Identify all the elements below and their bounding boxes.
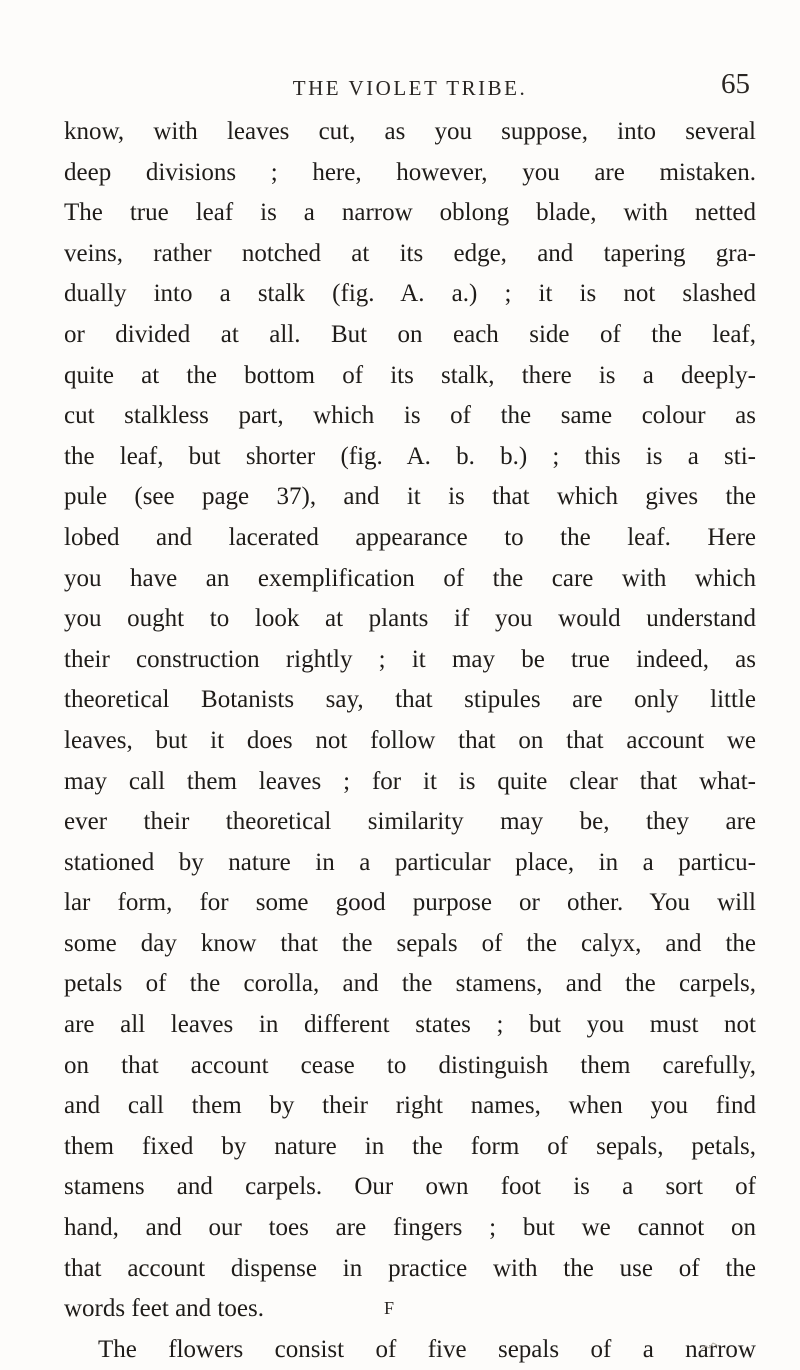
text-line-16: leaves, but it does not follow that on that account we [64,726,756,754]
text-line-31: The flowers consist of five sepals of a narrow [98,1335,756,1363]
text-line-5: dually into a stalk (fig. A. a.) ; it is not slashed [64,280,756,308]
signature-mark: F [384,1298,395,1318]
text-line-10: pule (see page 37), and it is that which gives the [64,483,756,511]
text-line-21: some day know that the sepals of the calyx, and the [64,929,756,957]
text-line-2: deep divisions ; here, however, you are mistaken. [64,158,756,186]
running-title: THE VIOLET TRIBE. [292,76,528,100]
text-line-7: quite at the bottom of its stalk, there is a deeply- [64,361,756,389]
text-line-25: and call them by their right names, when you find [64,1092,756,1120]
text-line-8: cut stalkless part, which is of the same colour as [64,402,756,430]
running-head [64,60,756,100]
text-line-24: on that account cease to distinguish them carefully, [64,1051,756,1079]
text-line-22: petals of the corolla, and the stamens, and the carpels, [64,970,756,998]
text-line-6: or divided at all. But on each side of the leaf, [64,320,756,348]
text-line-29: that account dispense in practice with the use of the [64,1254,756,1282]
text-line-30: words feet and toes. [64,1295,264,1323]
text-line-3: The true leaf is a narrow oblong blade, with netted [64,199,756,227]
text-line-13: you ought to look at plants if you would understand [64,605,756,633]
text-line-1: know, with leaves cut, as you suppose, into several [64,118,756,145]
text-line-12: you have an exemplification of the care with which [64,564,756,592]
page-number: 65 [721,68,750,100]
text-line-9: the leaf, but shorter (fig. A. b. b.) ; this is a sti- [64,442,756,470]
text-line-18: ever their theoretical similarity may be, they are [64,808,756,836]
text-line-26: them fixed by nature in the form of sepals, petals, [64,1132,756,1160]
text-line-28: hand, and our toes are fingers ; but we cannot on [64,1214,756,1242]
text-line-15: theoretical Botanists say, that stipules are only little [64,686,756,714]
text-line-4: veins, rather notched at its edge, and tapering gra- [64,239,756,267]
paper-blemish [700,1340,718,1352]
text-line-11: lobed and lacerated appearance to the leaf. Here [64,523,756,551]
body-text [64,112,756,1370]
text-line-17: may call them leaves ; for it is quite clear that what- [64,767,756,795]
text-line-19: stationed by nature in a particular place, in a particu- [64,848,756,876]
text-line-27: stamens and carpels. Our own foot is a sort of [64,1173,756,1201]
text-line-23: are all leaves in different states ; but you must not [64,1011,756,1039]
text-line-14: their construction rightly ; it may be true indeed, as [64,645,756,673]
text-line-20: lar form, for some good purpose or other. You will [64,889,756,917]
